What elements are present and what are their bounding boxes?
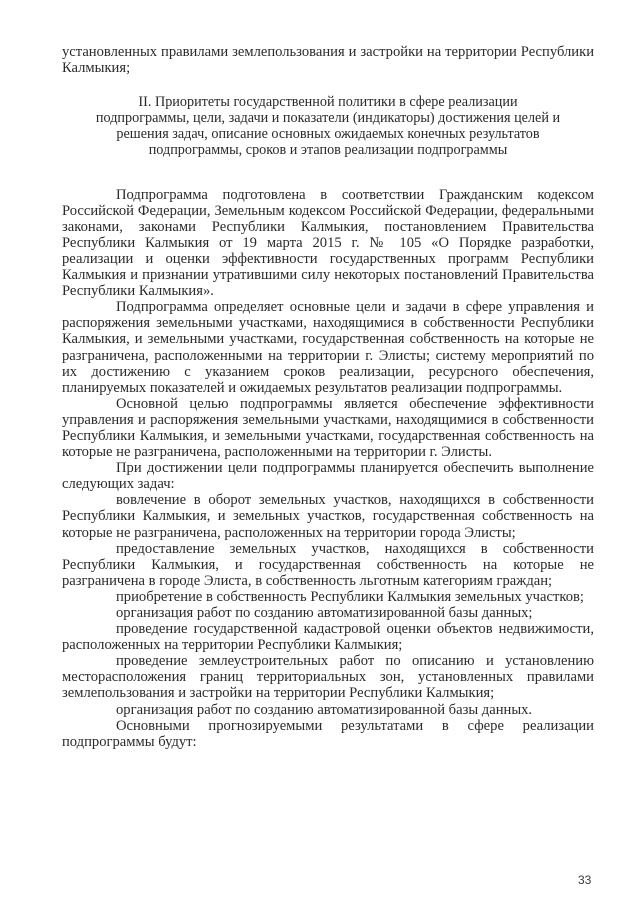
list-item: проведение землеустроительных работ по описанию и установлению месторасположения границ территориальных зон, установленных правилами землепользования и застройки на территории Республики Калмыкия;	[62, 653, 594, 702]
continuation-text: установленных правилами землепользования и застройки на территории Республики Калмыкия;	[62, 44, 594, 77]
section-heading-line: решения задач, описание основных ожидаемых конечных результатов	[116, 126, 540, 143]
section-heading-line: подпрограммы, сроков и этапов реализации подпрограммы	[148, 142, 508, 159]
list-item: проведение государственной кадастровой оценки объектов недвижимости, расположенных на территории Республики Калмыкия;	[62, 621, 594, 654]
paragraph: Подпрограмма подготовлена в соответствии Гражданским кодексом Российской Федерации, Земельным кодексом Российской Федерации, федеральными законами, законами Республики Калмыкия, постановлением Правительства Республики Калмыкия от 19 марта 2015 г. № 105 «О Порядке разработки, реализации и оценки эффективности государственных программ Республики Калмыкия и признании утратившими силу некоторых постановлений Правительства Республики Калмыкия».	[62, 186, 594, 300]
list-item: вовлечение в оборот земельных участков, находящихся в собственности Республики Калмыкия, и земельных участков, государственная собственность на которые не разграничена, расположенных на территории города Элисты;	[62, 492, 594, 541]
page-number: 33	[578, 873, 592, 887]
list-item: организация работ по созданию автоматизированной базы данных.	[116, 701, 533, 718]
paragraph: Основными прогнозируемыми результатами в сфере реализации подпрограммы будут:	[62, 717, 594, 750]
section-heading-line: II. Приоритеты государственной политики в сфере реализации	[138, 94, 518, 111]
list-item: предоставление земельных участков, находящихся в собственности Республики Калмыкия, и государственная собственность на которые не разграничена в городе Элиста, в собственность льготным категориям граждан;	[62, 540, 594, 589]
paragraph: Основной целью подпрограммы является обеспечение эффективности управления и распоряжения земельными участками, находящимися в собственности Республики Калмыкия, и земельными участками, государственная собственность на которые не разграничена, расположенными на территории г. Элисты.	[62, 395, 594, 461]
page-content	[62, 44, 594, 750]
paragraph: При достижении цели подпрограммы планируется обеспечить выполнение следующих задач:	[62, 460, 594, 493]
list-item: приобретение в собственность Республики Калмыкия земельных участков;	[116, 588, 584, 605]
paragraph: Подпрограмма определяет основные цели и задачи в сфере управления и распоряжения земельными участками, находящимися в собственности Республики Калмыкия, и земельными участками, государственная собственность на которые не разграничена, расположенными на территории г. Элисты; систему мероприятий по их достижению с указанием сроков реализации, ресурсного обеспечения, планируемых показателей и ожидаемых результатов реализации подпрограммы.	[62, 299, 594, 396]
list-item: организация работ по созданию автоматизированной базы данных;	[116, 605, 533, 621]
section-heading-line: подпрограммы, цели, задачи и показатели (индикаторы) достижения целей и	[95, 110, 561, 127]
section-heading	[62, 94, 594, 158]
